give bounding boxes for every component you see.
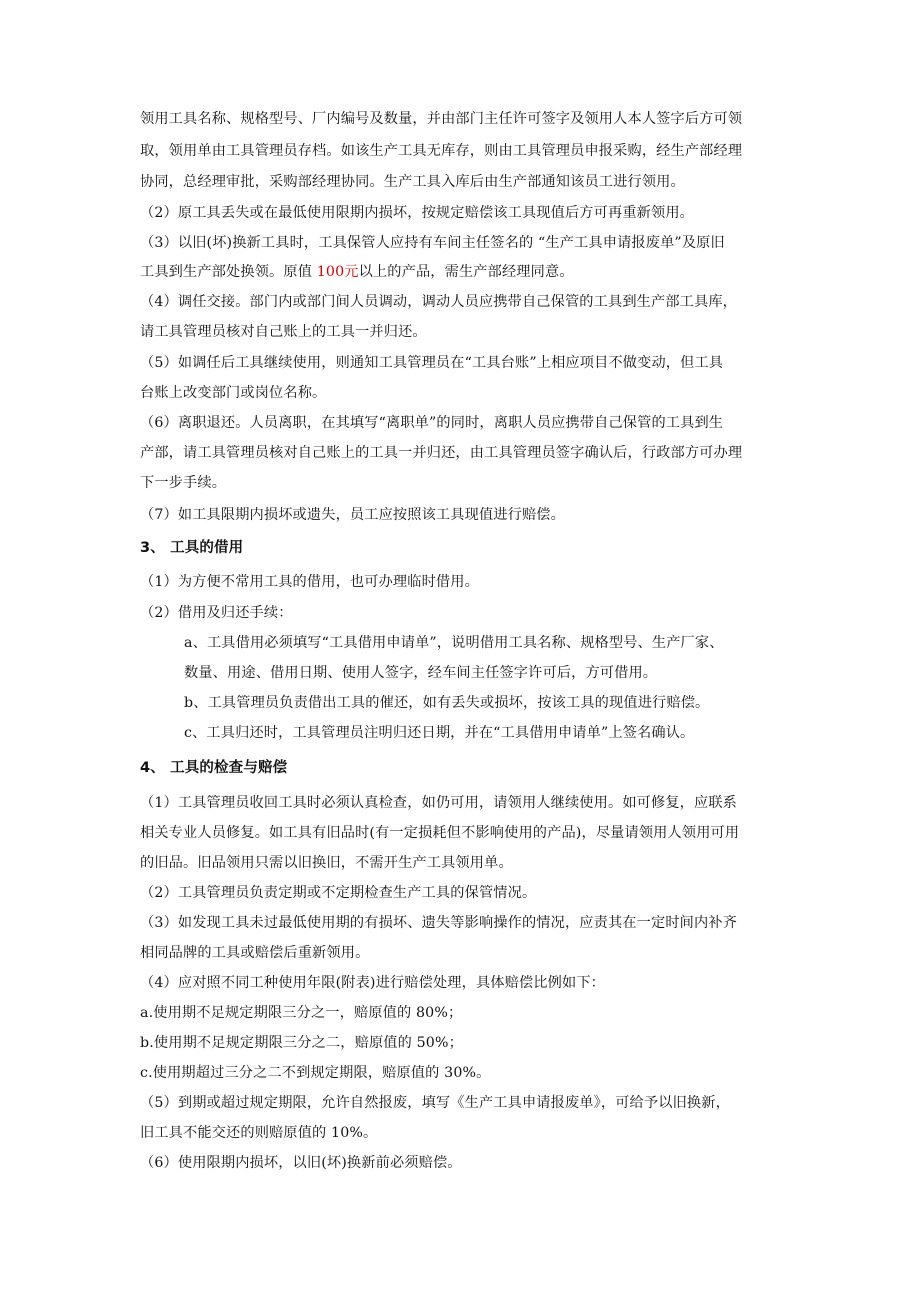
text-line: 相关专业人员修复。如工具有旧品时(有一定损耗但不影响使用的产品)，尽量请领用人领用可用 xyxy=(140,825,740,841)
text-line: （3）如发现工具未过最低使用期的有损坏、遗失等影响操作的情况，应责其在一定时间内补齐 xyxy=(140,915,738,931)
sub-item-line: b、工具管理员负责借出工具的催还，如有丢失或损坏，按该工具的现值进行赔偿。 xyxy=(184,695,710,711)
text-line: （2）工具管理员负责定期或不定期检查生产工具的保管情况。 xyxy=(140,885,537,901)
text-line: （4）应对照不同工种使用年限(附表)进行赔偿处理，具体赔偿比例如下： xyxy=(140,975,606,991)
text-line: （2）原工具丢失或在最低使用限期内损坏，按规定赔偿该工具现值后方可再重新领用。 xyxy=(140,205,695,221)
text-line: （6）使用限期内损坏，以旧(坏)换新前必须赔偿。 xyxy=(140,1155,462,1171)
text-line: a.使用期不足规定期限三分之一，赔原值的 80%； xyxy=(140,1005,463,1021)
text-line: 取，领用单由工具管理员存档。如该生产工具无库存，则由工具管理员申报采购，经生产部经理 xyxy=(140,143,743,159)
section-heading: 3、 工具的借用 xyxy=(140,540,244,556)
text-line: （7）如工具限期内损坏或遗失，员工应按照该工具现值进行赔偿。 xyxy=(140,507,565,523)
text-segment: 以上的产品，需生产部经理同意。 xyxy=(358,264,574,280)
text-line: 台账上改变部门或岗位名称。 xyxy=(140,385,327,401)
text-line: 协同，总经理审批，采购部经理协同。生产工具入库后由生产部通知该员工进行领用。 xyxy=(140,174,685,190)
sub-item-line: a、工具借用必须填写“工具借用申请单”，说明借用工具名称、规格型号、生产厂家、 xyxy=(184,635,724,651)
text-line: （1）为方便不常用工具的借用，也可办理临时借用。 xyxy=(140,574,479,590)
text-line: 请工具管理员核对自己账上的工具一并归还。 xyxy=(140,324,427,340)
text-line: （2）借用及归还手续： xyxy=(140,605,293,621)
text-line: 旧工具不能交还的则赔原值的 10%。 xyxy=(140,1125,378,1141)
text-line-with-highlight xyxy=(140,262,790,282)
sub-item-line: 数量、用途、借用日期、使用人签字，经车间主任签字许可后，方可借用。 xyxy=(184,665,658,681)
highlight-value: 100元 xyxy=(316,264,359,280)
text-line: （3）以旧(坏)换新工具时，工具保管人应持有车间主任签名的 “生产工具申请报废单”及原旧 xyxy=(140,235,725,251)
text-line: （4）调任交接。部门内或部门间人员调动，调动人员应携带自己保管的工具到生产部工具库， xyxy=(140,294,738,310)
text-line: b.使用期不足规定期限三分之二，赔原值的 50%； xyxy=(140,1035,463,1051)
text-line: 相同品牌的工具或赔偿后重新领用。 xyxy=(140,945,370,961)
text-line: （5）如调任后工具继续使用，则通知工具管理员在“工具台账”上相应项目不做变动，但工具 xyxy=(140,355,724,371)
text-line: c.使用期超过三分之二不到规定期限，赔原值的 30%。 xyxy=(140,1065,491,1081)
text-line: 下一步手续。 xyxy=(140,475,227,491)
text-line: （1）工具管理员收回工具时必须认真检查，如仍可用，请领用人继续使用。如可修复，应联系 xyxy=(140,795,738,811)
text-segment: 工具到生产部处换领。原值 xyxy=(140,264,317,280)
text-line: 产部，请工具管理员核对自己账上的工具一并归还，由工具管理员签字确认后，行政部方可办理 xyxy=(140,445,743,461)
section-heading: 4、 工具的检查与赔偿 xyxy=(140,760,288,776)
text-line: （6）离职退还。人员离职，在其填写“离职单”的同时，离职人员应携带自己保管的工具到生 xyxy=(140,415,724,431)
sub-item-line: c、工具归还时，工具管理员注明归还日期，并在“工具借用申请单”上签名确认。 xyxy=(184,725,695,741)
text-line: 领用工具名称、规格型号、厂内编号及数量，并由部门主任许可签字及领用人本人签字后方可领 xyxy=(140,111,743,127)
text-line: 的旧品。旧品领用只需以旧换旧，不需开生产工具领用单。 xyxy=(140,855,513,871)
text-line: （5）到期或超过规定期限，允许自然报废，填写《生产工具申请报废单》，可给予以旧换新， xyxy=(140,1095,730,1111)
